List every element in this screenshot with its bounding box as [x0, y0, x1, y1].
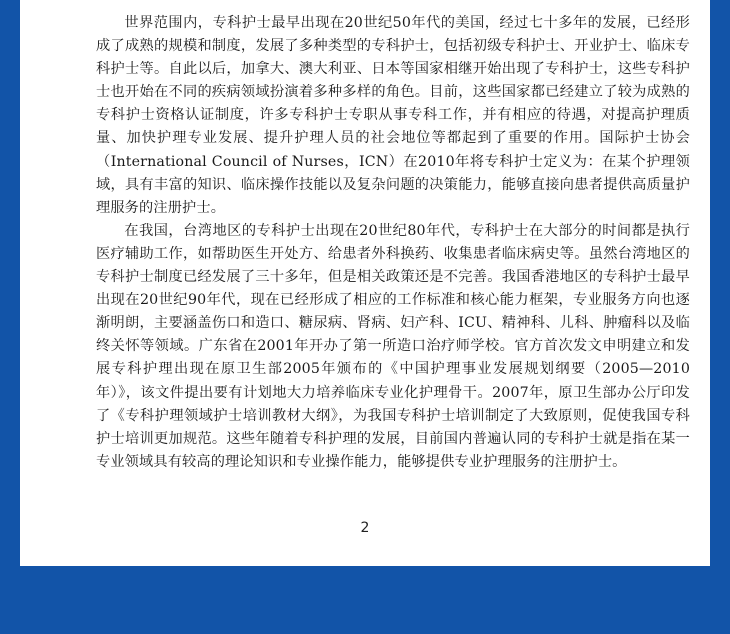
- paragraph-1: 世界范围内，专科护士最早出现在20世纪50年代的美国，经过七十多年的发展，已经形成了成熟的规模和制度，发展了多种类型的专科护士，包括初级专科护士、开业护士、临床专科护士等。自此以后，加拿大、澳大利亚、日本等国家相继开始出现了专科护士，这些专科护士也开始在不同的疾病领域扮演着多种多样的角色。目前，这些国家都已经建立了较为成熟的专科护士资格认证制度，许多专科护士专职从事专科工作，并有相应的待遇，对提高护理质量、加快护理专业发展、提升护理人员的社会地位等都起到了重要的作用。国际护士协会（International Council of Nurses，ICN）在2010年将专科护士定义为：在某个护理领域，具有丰富的知识、临床操作技能以及复杂问题的决策能力，能够直接向患者提供高质量护理服务的注册护士。: [96, 15, 690, 216]
- paragraph-2: 在我国，台湾地区的专科护士出现在20世纪80年代，专科护士在大部分的时间都是执行医疗辅助工作，如帮助医生开处方、给患者外科换药、收集患者临床病史等。虽然台湾地区的专科护士制度已经发展了三十多年，但是相关政策还是不完善。我国香港地区的专科护士最早出现在20世纪90年代，现在已经形成了相应的工作标准和核心能力框架，专业服务方向也逐渐明朗，主要涵盖伤口和造口、糖尿病、肾病、妇产科、ICU、精神科、儿科、肿瘤科以及临终关怀等领域。广东省在2001年开办了第一所造口治疗师学校。官方首次发文申明建立和发展专科护理出现在原卫生部2005年颁布的《中国护理事业发展规划纲要（2005—2010年）》，该文件提出要有计划地大力培养临床专业化护理骨干。2007年，原卫生部办公厅印发了《专科护理领域护士培训教材大纲》，为我国专科护士培训制定了大致原则，促使我国专科护士培训更加规范。这些年随着专科护理的发展，目前国内普遍认同的专科护士就是指在某一专业领域具有较高的理论知识和专业操作能力，能够提供专业护理服务的注册护士。: [96, 222, 690, 470]
- document-page: [20, 0, 710, 566]
- page-number: 2: [360, 520, 370, 536]
- body-text: [96, 12, 690, 474]
